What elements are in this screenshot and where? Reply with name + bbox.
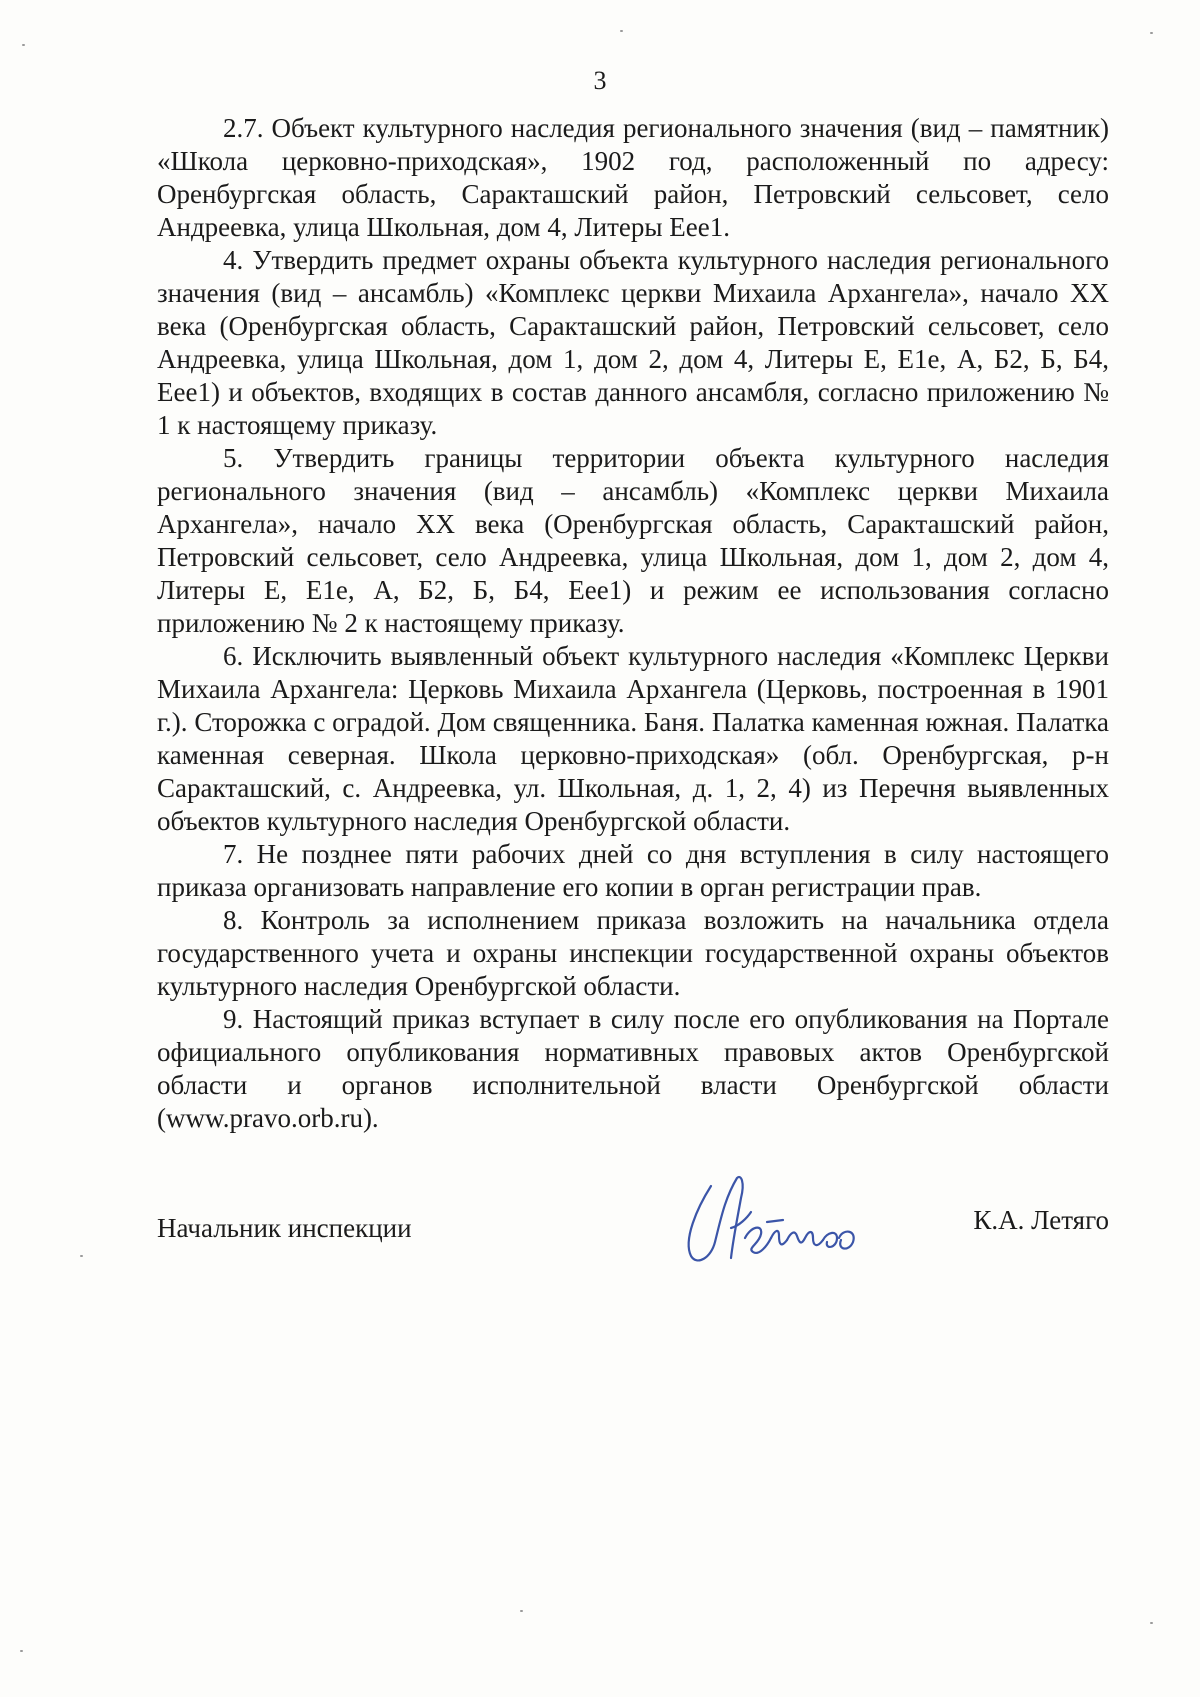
paragraph-5: 5. Утвердить границы территории объекта культурного наследия регионального значения (вид – ансамбль) «Комплекс церкви Михаила Архангела», начало XX века (Оренбургская область, Саракташский район, Петровский сельсовет, село Андреевка, улица Школьная, дом 1, дом 2, дом 4, Литеры Е, Е1е, А, Б2, Б, Б4, Еее1) и режим ее использования согласно приложению № 2 к настоящему приказу. xyxy=(157,443,1109,638)
scan-speck xyxy=(80,1255,83,1257)
scan-speck xyxy=(620,30,623,32)
scan-speck xyxy=(520,1610,523,1612)
paragraph-8: 8. Контроль за исполнением приказа возложить на начальника отдела государственного учета и охраны инспекции государственной охраны объектов культурного наследия Оренбургской области. xyxy=(157,905,1109,1001)
page-number: 3 xyxy=(593,66,607,95)
scan-speck xyxy=(1150,32,1153,34)
signatory-name: К.А. Летяго xyxy=(973,1205,1109,1235)
signatory-position: Начальник инспекции xyxy=(157,1213,412,1243)
scan-speck xyxy=(22,44,25,46)
paragraph-2-7: 2.7. Объект культурного наследия регионального значения (вид – памятник) «Школа церковно-приходская», 1902 год, расположенный по адресу: Оренбургская область, Саракташский район, Петровский сельсовет, село Андреевка, улица Школьная, дом 4, Литеры Еее1. xyxy=(157,113,1109,242)
paragraph-6: 6. Исключить выявленный объект культурного наследия «Комплекс Церкви Михаила Архангела: Церковь Михаила Архангела (Церковь, построенная в 1901 г.). Сторожка с оградой. Дом священника. Баня. Палатка каменная южная. Палатка каменная северная. Школа церковно-приходская» (обл. Оренбургская, р-н Саракташский, с. Андреевка, ул. Школьная, д. 1, 2, 4) из Перечня выявленных объектов культурного наследия Оренбургской области. xyxy=(157,641,1109,836)
paragraph-7: 7. Не позднее пяти рабочих дней со дня вступления в силу настоящего приказа организовать направление его копии в орган регистрации прав. xyxy=(157,839,1109,902)
scan-speck xyxy=(20,1650,23,1652)
signature-block xyxy=(157,1168,1109,1288)
paragraph-4: 4. Утвердить предмет охраны объекта культурного наследия регионального значения (вид – ансамбль) «Комплекс церкви Михаила Архангела», начало XX века (Оренбургская область, Саракташский район, Петровский сельсовет, село Андреевка, улица Школьная, дом 1, дом 2, дом 4, Литеры Е, Е1е, А, Б2, Б, Б4, Еее1) и объектов, входящих в состав данного ансамбля, согласно приложению № 1 к настоящему приказу. xyxy=(157,245,1109,440)
handwritten-signature xyxy=(667,1168,867,1278)
paragraph-9: 9. Настоящий приказ вступает в силу после его опубликования на Портале официального опубликования нормативных правовых актов Оренбургской области и органов исполнительной власти Оренбургской области (www.pravo.orb.ru). xyxy=(157,1004,1109,1133)
scan-speck xyxy=(1150,1622,1153,1624)
document-body xyxy=(157,112,1109,1135)
